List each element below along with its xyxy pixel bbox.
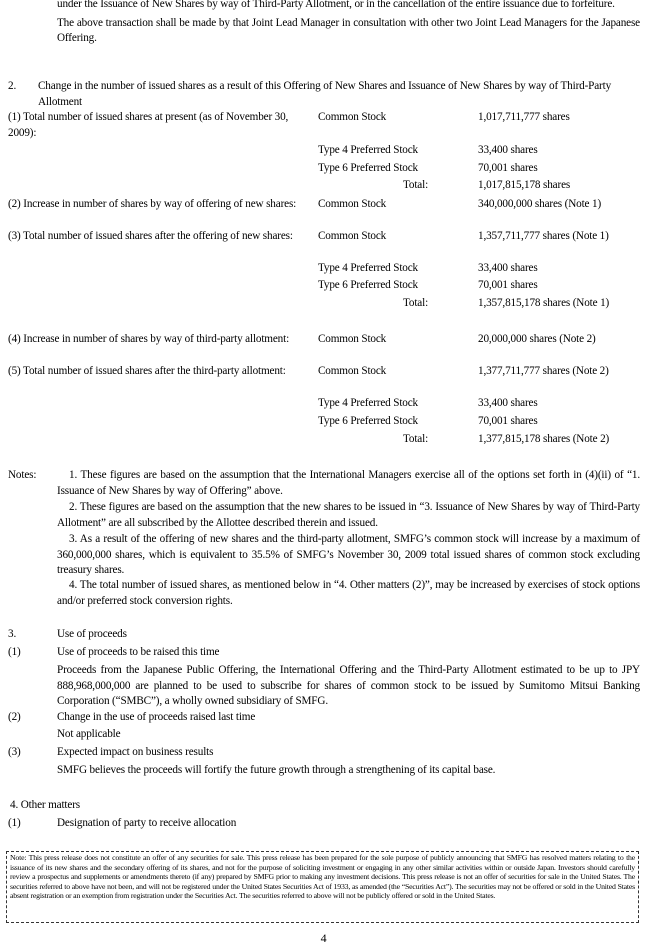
row-label: (1) Total number of issued shares at present (as of November 30, 2009): — [8, 111, 289, 139]
note-item: 4. The total number of issued shares, as mentioned below in “4. Other matters (2)”, may be increased by exercises of stock options and/or preferred stock conversion rights. — [57, 579, 640, 607]
subsection-number: (3) — [8, 746, 21, 758]
share-count: 1,017,711,777 shares — [478, 111, 570, 123]
share-count: 1,377,711,777 shares (Note 2) — [478, 365, 609, 377]
note-item: 2. These figures are based on the assumption that the new shares to be issued in “3. Issuance of New Shares by way of Third-Party Allotment” are all subscribed by the Allottee described therein and issued. — [57, 501, 640, 529]
continuation-paragraphs — [57, 0, 640, 50]
subsection-number: (1) — [8, 646, 21, 658]
share-count: 33,400 shares — [478, 397, 538, 409]
stock-class: Common Stock — [318, 230, 387, 242]
total-label: Total: — [403, 179, 429, 191]
page-number: 4 — [320, 931, 327, 945]
section-heading: 4. Other matters — [10, 799, 80, 811]
stock-class: Common Stock — [318, 333, 387, 345]
note-item: 1. These figures are based on the assumption that the International Managers exercise all of the options set forth in (4)(ii) of “1. Issuance of New Shares by way of Offering” above. — [57, 469, 640, 497]
stock-class: Common Stock — [318, 365, 387, 377]
total-label: Total: — [403, 297, 429, 309]
share-count: 33,400 shares — [478, 262, 538, 274]
paragraph: Not applicable — [57, 728, 121, 740]
total-value: 1,357,815,178 shares (Note 1) — [478, 297, 610, 309]
paragraph: under the Issuance of New Shares by way of Third-Party Allotment, or in the cancellation of the entire issuance due to forfeiture. — [57, 0, 615, 10]
stock-class: Common Stock — [318, 198, 387, 210]
disclaimer-box: Note: This press release does not constitute an offer of any securities for sale. This press release has been prepared for the sole purpose of publicly announcing that SMFG has resolved matters relating to the issuance of its new shares and the secondary offering of its shares, and not for the purpose of soliciting investment or engaging in any other similar activities within or outside Japan. Investors should carefully review a prospectus and supplements or amendments thereto (if any) prepared by SMFG prior to making any investment decisions. This press release is not an offer of securities for sale in the United States. The securities referred to above have not been, and will not be registered under the United States Securities Act of 1933, as amended (the “Securities Act”). The securities may not be offered or sold in the United States absent registration or an exemption from registration under the Securities Act. The securities referred to above will not be publicly offered or sold in the United States. — [6, 851, 639, 923]
section-heading: Use of proceeds — [57, 628, 127, 640]
total-value: 1,017,815,178 shares — [478, 179, 571, 191]
share-count: 70,001 shares — [478, 415, 538, 427]
paragraph: The above transaction shall be made by that Joint Lead Manager in consultation with other two Joint Lead Managers for the Japanese Offering. — [57, 16, 640, 45]
stock-class: Type 4 Preferred Stock — [318, 144, 418, 156]
row-label: (4) Increase in number of shares by way of third-party allotment: — [8, 333, 290, 345]
stock-class: Type 6 Preferred Stock — [318, 162, 418, 174]
paragraph: SMFG believes the proceeds will fortify the future growth through a strengthening of its capital base. — [57, 764, 496, 776]
stock-class: Type 4 Preferred Stock — [318, 397, 418, 409]
subsection-number: (2) — [8, 711, 21, 723]
paragraph: Proceeds from the Japanese Public Offering, the International Offering and the Third-Party Allotment estimated to be up to JPY 888,968,000,000 are planned to be used to subscribe for shares of common stock to be issued by Sumitomo Mitsui Banking Corporation (“SMBC”), a wholly owned subsidiary of SMFG. — [57, 664, 640, 708]
section-heading: Change in the number of issued shares as a result of this Offering of New Shares and Issuance of New Shares by way of Third-Party Allotment — [38, 80, 612, 108]
subsection-title: Use of proceeds to be raised this time — [57, 646, 220, 658]
stock-class: Type 6 Preferred Stock — [318, 279, 418, 291]
subsection-number: (1) — [8, 817, 21, 829]
note-item: 3. As a result of the offering of new shares and the third-party allotment, SMFG’s common stock will increase by a maximum of 360,000,000 shares, which is equivalent to 35.5% of SMFG’s November 30, 2009 total issued shares of common stock excluding treasury shares. — [57, 533, 640, 577]
notes-label: Notes: — [8, 469, 37, 481]
subsection-title: Expected impact on business results — [57, 746, 214, 758]
section-number: 2. — [8, 80, 17, 92]
row-label: (2) Increase in number of shares by way of offering of new shares: — [8, 198, 297, 210]
share-count: 340,000,000 shares (Note 1) — [478, 198, 602, 210]
total-label: Total: — [403, 433, 429, 445]
subsection-title: Designation of party to receive allocation — [57, 817, 237, 829]
section-number: 3. — [8, 628, 17, 640]
share-count: 20,000,000 shares (Note 2) — [478, 333, 596, 345]
row-label: (5) Total number of issued shares after the third-party allotment: — [8, 365, 286, 377]
stock-class: Common Stock — [318, 111, 387, 123]
stock-class: Type 4 Preferred Stock — [318, 262, 418, 274]
row-label: (3) Total number of issued shares after the offering of new shares: — [8, 230, 293, 242]
share-count: 33,400 shares — [478, 144, 538, 156]
stock-class: Type 6 Preferred Stock — [318, 415, 418, 427]
subsection-title: Change in the use of proceeds raised last time — [57, 711, 256, 723]
total-value: 1,377,815,178 shares (Note 2) — [478, 433, 610, 445]
share-count: 1,357,711,777 shares (Note 1) — [478, 230, 609, 242]
share-count: 70,001 shares — [478, 162, 538, 174]
share-count: 70,001 shares — [478, 279, 538, 291]
